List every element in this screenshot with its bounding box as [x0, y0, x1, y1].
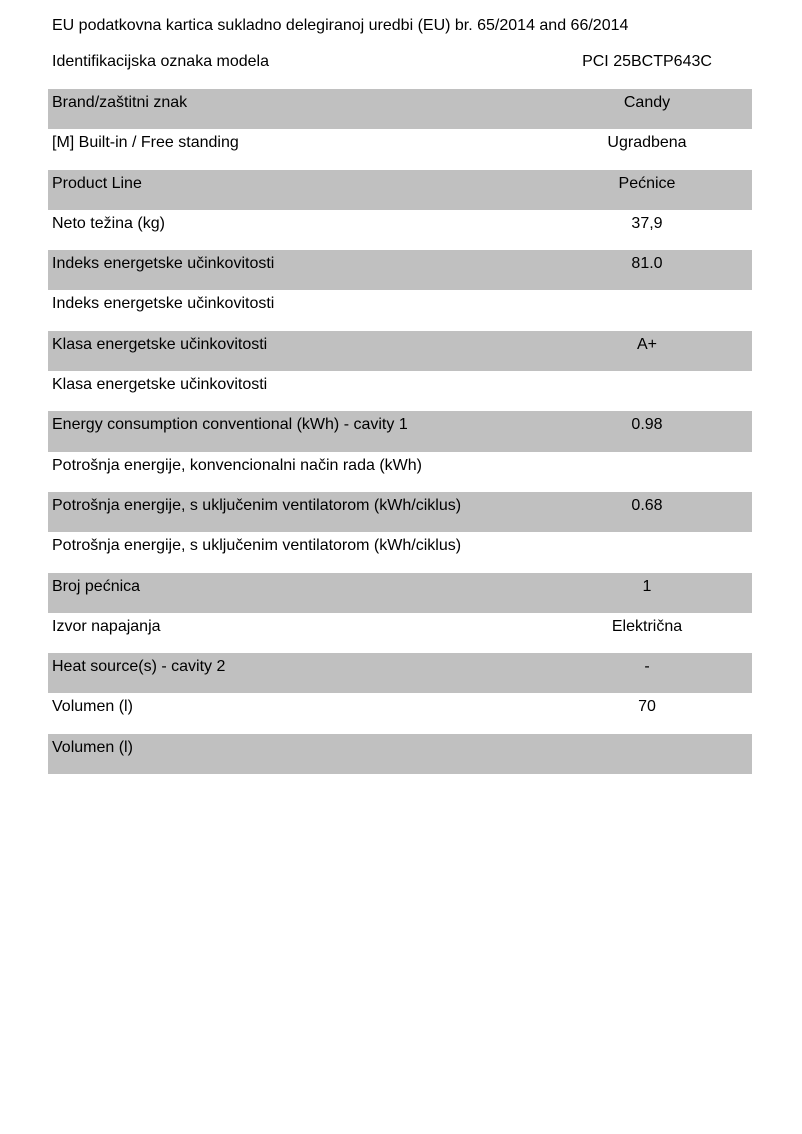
row-value: - — [644, 658, 650, 676]
row-label: Indeks energetske učinkovitosti — [52, 295, 275, 313]
table-row-energy-class-2 — [48, 371, 752, 411]
row-value: 0.98 — [631, 416, 663, 434]
row-label: Volumen (l) — [52, 738, 133, 756]
row-label: Potrošnja energije, s uključenim ventilatorom (kWh/ciklus) — [52, 496, 462, 514]
table-row-volume-2 — [48, 734, 752, 774]
table-row-energy-conventional-cavity-1 — [48, 411, 752, 451]
row-value: 0.68 — [631, 496, 663, 514]
row-label: Klasa energetske učinkovitosti — [52, 376, 268, 394]
row-value: 1 — [642, 577, 652, 595]
model-identifier-value: PCI 25BCTP643C — [582, 53, 712, 70]
table-row-power-source — [48, 613, 752, 653]
document-title: EU podatkovna kartica sukladno delegiranoj uredbi (EU) br. 65/2014 and 66/2014 — [52, 17, 629, 34]
row-label: Potrošnja energije, s uključenim ventilatorom (kWh/ciklus) — [52, 537, 462, 555]
row-label: Heat source(s) - cavity 2 — [52, 658, 226, 676]
table-row-energy-conventional — [48, 452, 752, 492]
row-label: [M] Built-in / Free standing — [52, 134, 239, 152]
row-label: Potrošnja energije, konvencionalni način rada (kWh) — [52, 456, 422, 474]
row-value: A+ — [636, 335, 657, 353]
table-row-built-in — [48, 129, 752, 169]
row-value: Pećnice — [618, 174, 676, 192]
table-row-energy-index — [48, 250, 752, 290]
table-row-energy-class — [48, 331, 752, 371]
model-identifier-row — [48, 51, 752, 73]
row-label: Neto težina (kg) — [52, 214, 165, 232]
table-row-volume — [48, 693, 752, 733]
table-row-energy-fan-2 — [48, 532, 752, 572]
table-row-net-weight — [48, 210, 752, 250]
product-data-table — [48, 89, 752, 774]
table-row-heat-source-cavity-2 — [48, 653, 752, 693]
row-value: Ugradbena — [607, 134, 687, 152]
row-value: 37,9 — [631, 214, 663, 232]
table-row-oven-count — [48, 573, 752, 613]
table-row-brand — [48, 89, 752, 129]
table-row-energy-index-2 — [48, 290, 752, 330]
table-row-product-line — [48, 170, 752, 210]
row-label: Energy consumption conventional (kWh) - cavity 1 — [52, 416, 408, 434]
row-label: Product Line — [52, 174, 142, 192]
row-label: Brand/zaštitni znak — [52, 94, 188, 111]
row-value: 70 — [638, 698, 656, 716]
row-label: Klasa energetske učinkovitosti — [52, 335, 268, 353]
row-value: Električna — [611, 617, 683, 635]
table-row-energy-fan — [48, 492, 752, 532]
row-label: Indeks energetske učinkovitosti — [52, 255, 275, 273]
row-label: Volumen (l) — [52, 698, 133, 716]
model-identifier-label: Identifikacijska oznaka modela — [52, 53, 270, 70]
row-value: 81.0 — [631, 255, 663, 273]
row-label: Izvor napajanja — [52, 617, 161, 635]
row-label: Broj pećnica — [52, 577, 141, 595]
row-value: Candy — [623, 94, 671, 111]
